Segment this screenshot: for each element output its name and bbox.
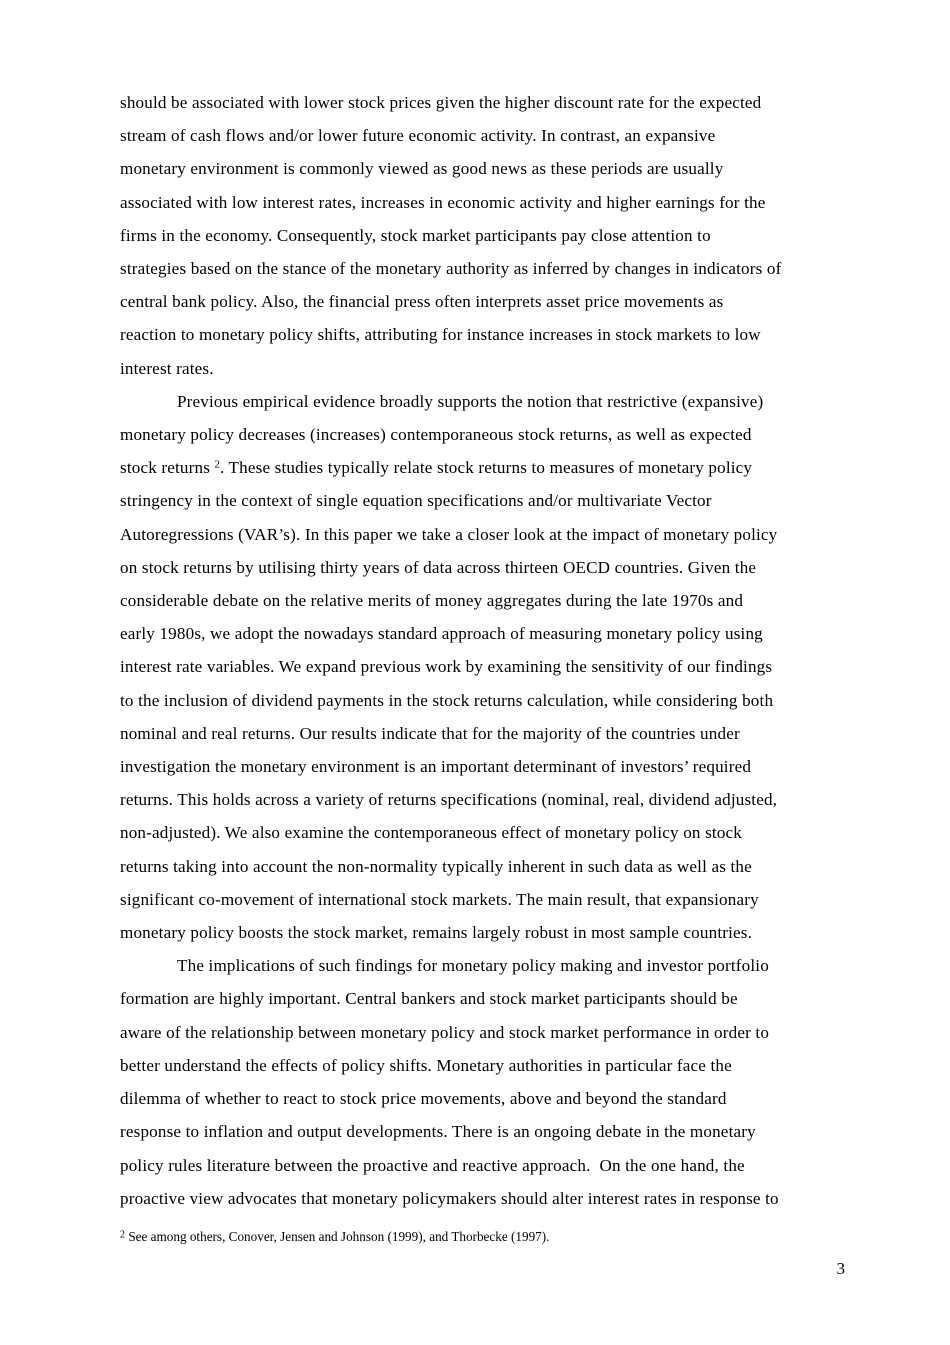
text-line: better understand the effects of policy shifts. Monetary authorities in particular face the [120, 1055, 732, 1075]
text-line: The implications of such findings for monetary policy making and investor portfolio [177, 956, 769, 976]
text-line: firms in the economy. Consequently, stock market participants pay close attention to [120, 225, 711, 245]
footnote-marker: 2 [120, 1229, 126, 1241]
text-line: considerable debate on the relative merits of money aggregates during the late 1970s and [120, 591, 744, 611]
text-line: reaction to monetary policy shifts, attributing for instance increases in stock markets to low [120, 325, 761, 345]
text-line: returns taking into account the non-normality typically inherent in such data as well as the [120, 856, 752, 876]
text-line: returns. This holds across a variety of returns specifications (nominal, real, dividend adjusted, [120, 790, 778, 810]
text-line-with-footnote-reference: stock returns $^2$. These studies typically relate stock returns to measures of monetary policy [120, 458, 753, 478]
text-line: to the inclusion of dividend payments in the stock returns calculation, while considering both [120, 690, 774, 710]
text-line: on stock returns by utilising thirty years of data across thirteen OECD countries. Given the [120, 557, 757, 577]
paragraph-continuation [120, 86, 856, 385]
text-line: early 1980s, we adopt the nowadays standard approach of measuring monetary policy using [120, 624, 763, 644]
text-line: associated with low interest rates, increases in economic activity and higher earnings for the [120, 192, 766, 212]
footnote-block [120, 1228, 856, 1245]
text-line: investigation the monetary environment is an important determinant of investors’ required [120, 757, 752, 777]
text-line: interest rate variables. We expand previous work by examining the sensitivity of our findings [120, 657, 773, 677]
footnote-line [120, 1228, 856, 1245]
text-line: proactive view advocates that monetary policymakers should alter interest rates in response to [120, 1188, 779, 1208]
text-line: nominal and real returns. Our results indicate that for the majority of the countries under [120, 723, 740, 743]
text-line: should be associated with lower stock prices given the higher discount rate for the expected [120, 93, 762, 112]
text-line: strategies based on the stance of the monetary authority as inferred by changes in indicators of [120, 259, 782, 279]
text-line: aware of the relationship between monetary policy and stock market performance in order to [120, 1022, 770, 1042]
text-line: stream of cash flows and/or lower future economic activity. In contrast, an expansive [120, 126, 716, 146]
text-line: Previous empirical evidence broadly supports the notion that restrictive (expansive) [177, 391, 764, 411]
paragraph-implications [120, 949, 856, 1215]
text-line: non-adjusted). We also examine the contemporaneous effect of monetary policy on stock [120, 823, 743, 843]
text-line: monetary policy boosts the stock market, remains largely robust in most sample countries. [120, 923, 753, 943]
text-line: policy rules literature between the proactive and reactive approach. On the one hand, the [120, 1155, 745, 1175]
text-line: interest rates. [120, 358, 214, 378]
document-body-text [120, 86, 856, 1215]
footnote-reference: 2 [214, 459, 220, 471]
text-line: significant co-movement of international stock markets. The main result, that expansionary [120, 889, 759, 909]
text-line: dilemma of whether to react to stock price movements, above and beyond the standard [120, 1089, 727, 1109]
paragraph-previous-evidence [120, 385, 856, 949]
text-line: monetary policy decreases (increases) contemporaneous stock returns, as well as expected [120, 425, 752, 445]
text-line: response to inflation and output developments. There is an ongoing debate in the monetary [120, 1122, 756, 1142]
text-line: formation are highly important. Central bankers and stock market participants should be [120, 989, 738, 1009]
page-number: 3 [836, 1259, 845, 1278]
text-line: stringency in the context of single equation specifications and/or multivariate Vector [120, 491, 712, 511]
text-line: monetary environment is commonly viewed as good news as these periods are usually [120, 159, 724, 179]
footnote-text: See among others, Conover, Jensen and Johnson (1999), and Thorbecke (1997). [125, 1229, 550, 1244]
text-line: central bank policy. Also, the financial press often interprets asset price movements as [120, 292, 724, 312]
text-line: Autoregressions (VAR’s). In this paper we take a closer look at the impact of monetary policy [120, 524, 778, 544]
